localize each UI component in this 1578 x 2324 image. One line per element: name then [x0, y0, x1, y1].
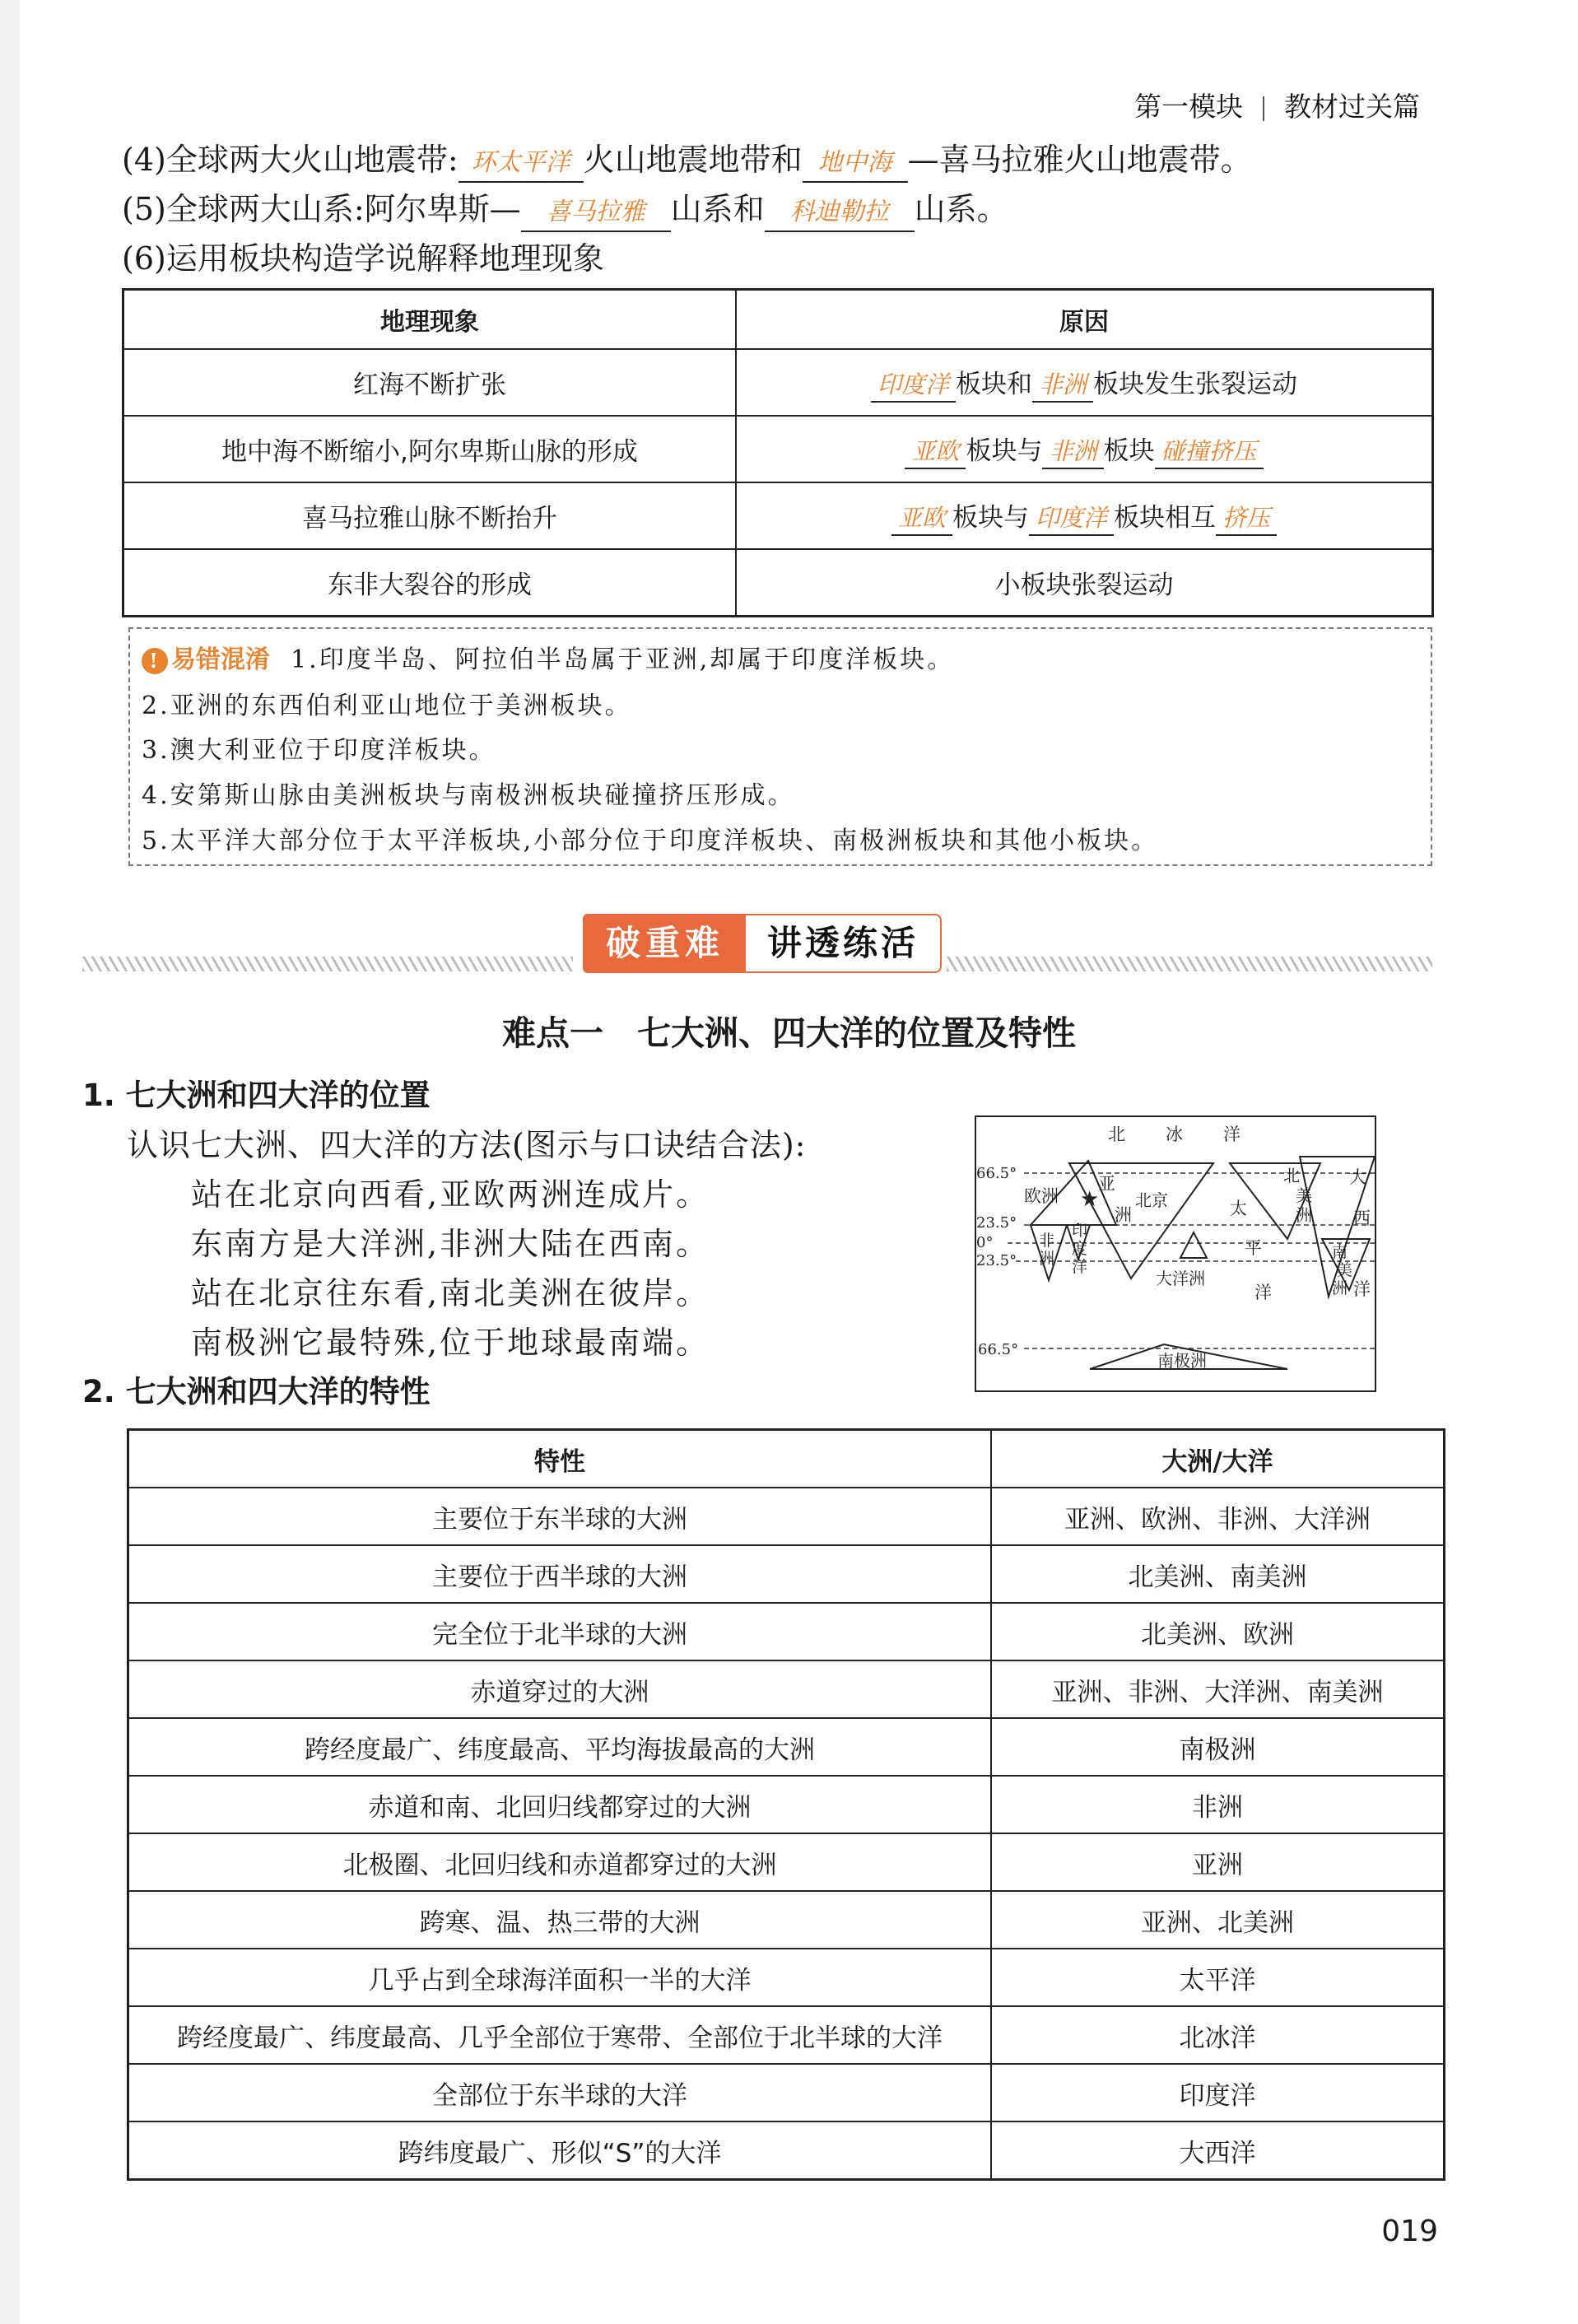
feature-cell: 完全位于北半球的大洲: [128, 1603, 992, 1660]
answer-cell: 亚洲、非洲、大洋洲、南美洲: [991, 1660, 1445, 1718]
reason-text: 板块发生张裂运动: [1093, 369, 1298, 399]
page-header: [1134, 86, 1420, 124]
feature-cell: 赤道穿过的大洲: [128, 1660, 992, 1718]
banner-hatch-right: [947, 957, 1432, 971]
note-line: 4.安第斯山脉由美洲板块与南极洲板块碰撞挤压形成。: [142, 781, 795, 810]
rhyme-line: 站在北京向西看,亚欧两洲连成片。: [191, 1176, 710, 1213]
map-label-south-america: 美: [1337, 1261, 1353, 1279]
map-label-africa: 非: [1039, 1232, 1055, 1250]
note-line: 5.太平洋大部分位于太平洋板块,小部分位于印度洋板块、南极洲板块和其他小板块。: [142, 827, 1159, 855]
table-header-row: [123, 290, 1433, 350]
map-label-south-america: 洲: [1332, 1279, 1348, 1297]
q5-suffix: 山系。: [914, 191, 1008, 227]
feature-cell: 主要位于东半球的大洲: [128, 1488, 992, 1545]
page-edge-shadow: [0, 0, 20, 2324]
table-row: [123, 549, 1433, 617]
reason-text: 板块与: [966, 435, 1043, 466]
table-row: [123, 416, 1433, 482]
answer-cell: 亚洲、北美洲: [991, 1891, 1445, 1949]
map-label-europe: 欧洲: [1024, 1186, 1059, 1206]
q4-prefix: (4)全球两大火山地震带:: [122, 142, 459, 178]
map-label-north-america: 北: [1283, 1166, 1300, 1185]
item-q6: (6)运用板块构造学说解释地理现象: [122, 240, 604, 277]
rhyme-line: 南极洲它最特殊,位于地球最南端。: [191, 1325, 710, 1361]
continents-oceans-table: [127, 1428, 1445, 2181]
table-row: [128, 1660, 1445, 1718]
q4-mid: 火山地震地带和: [583, 142, 803, 178]
rhyme-line: 站在北京往东看,南北美洲在彼岸。: [191, 1275, 710, 1311]
answer-cell: 大西洋: [991, 2121, 1445, 2180]
map-label-asia: 洲: [1115, 1205, 1132, 1225]
table-row: [128, 2064, 1445, 2121]
note-tag: 易错混淆: [171, 645, 270, 674]
reason-cell: [736, 416, 1433, 482]
answer-cell: 北冰洋: [991, 2006, 1445, 2064]
phenomenon-cell: 喜马拉雅山脉不断抬升: [123, 482, 737, 549]
answer-blank: 印度洋: [871, 368, 956, 403]
reason-cell: [736, 482, 1433, 549]
table-row: [128, 2006, 1445, 2064]
map-label-antarctica: 南极洲: [1157, 1351, 1207, 1371]
note-line: [142, 639, 954, 675]
warning-icon: !: [142, 648, 168, 674]
table-body: [128, 1488, 1445, 2180]
section1-intro: 认识七大洲、四大洋的方法(图示与口诀结合法):: [127, 1127, 807, 1163]
answer-blank: 非洲: [1032, 368, 1093, 403]
feature-cell: 几乎占到全球海洋面积一半的大洋: [128, 1949, 992, 2006]
q4-suffix: —喜马拉雅火山地震带。: [907, 142, 1252, 178]
banner-left: 破重难: [583, 914, 747, 973]
banner-hatch-left: [82, 957, 573, 971]
answer-cell: 亚洲、欧洲、非洲、大洋洲: [991, 1488, 1445, 1545]
latitude-label: 66.5°: [978, 1341, 1019, 1358]
feature-cell: 赤道和南、北回归线都穿过的大洲: [128, 1776, 992, 1833]
module-label: 第一模块: [1134, 91, 1243, 123]
feature-cell: 跨经度最广、纬度最高、平均海拔最高的大洲: [128, 1718, 992, 1776]
map-label: 北: [1108, 1125, 1125, 1144]
table-row: [123, 349, 1433, 416]
table-row: [128, 1603, 1445, 1660]
map-label-pacific: 太: [1230, 1199, 1247, 1218]
q5-answer-2: 科迪勒拉: [765, 194, 915, 232]
reason-text: 板块与: [952, 502, 1029, 533]
answer-cell: 印度洋: [991, 2064, 1445, 2121]
map-label-pacific: 洋: [1254, 1283, 1272, 1302]
answer-cell: 北美洲、欧洲: [991, 1603, 1445, 1660]
note-text: 1.印度半岛、阿拉伯半岛属于亚洲,却属于印度洋板块。: [291, 645, 955, 674]
header-phenomenon: 地理现象: [123, 290, 737, 350]
header-feature: 特性: [128, 1430, 992, 1488]
phenomenon-cell: 红海不断扩张: [123, 349, 737, 416]
feature-cell: 全部位于东半球的大洋: [128, 2064, 992, 2121]
plate-tectonics-table: [122, 288, 1434, 617]
section1-title: 1. 七大洲和四大洋的位置: [82, 1078, 431, 1113]
item-q4: [122, 138, 1252, 183]
reason-text: 板块: [1103, 435, 1155, 466]
table-row: [128, 1833, 1445, 1891]
answer-cell: 南极洲: [991, 1718, 1445, 1776]
phenomenon-cell: 地中海不断缩小,阿尔卑斯山脉的形成: [123, 416, 737, 482]
banner-right: 讲透练活: [744, 914, 942, 973]
latitude-label: 0°: [976, 1234, 994, 1251]
rhyme-line: 东南方是大洋洲,非洲大陆在西南。: [191, 1226, 710, 1262]
map-label-atlantic: 西: [1353, 1209, 1371, 1228]
note-line: 2.亚洲的东西伯利亚山地位于美洲板块。: [142, 692, 632, 720]
q4-answer-1: 环太平洋: [459, 145, 584, 183]
map-label-indian: 洋: [1072, 1258, 1088, 1276]
q5-answer-1: 喜马拉雅: [521, 194, 671, 232]
item-q5: [122, 188, 1008, 232]
table-row: [128, 1718, 1445, 1776]
answer-cell: 亚洲: [991, 1833, 1445, 1891]
answer-cell: 北美洲、南美洲: [991, 1545, 1445, 1603]
map-frame: [975, 1116, 1376, 1391]
table-header-row: [128, 1430, 1445, 1488]
map-label: 冰: [1166, 1125, 1183, 1144]
map-label-africa: 洲: [1039, 1250, 1055, 1268]
answer-cell: 太平洋: [991, 1949, 1445, 2006]
feature-cell: 北极圈、北回归线和赤道都穿过的大洲: [128, 1833, 992, 1891]
reason-cell: 小板块张裂运动: [736, 549, 1433, 617]
map-label-south-america: 南: [1332, 1243, 1348, 1261]
map-label-north-america: 洲: [1296, 1205, 1312, 1225]
table-row: [128, 1776, 1445, 1833]
q5-mid: 山系和: [670, 191, 765, 227]
answer-blank: 亚欧: [891, 501, 952, 536]
phenomenon-cell: 东非大裂谷的形成: [123, 549, 737, 617]
difficulty-title: 难点一 七大洲、四大洋的位置及特性: [502, 1013, 1076, 1053]
table-row: [128, 1949, 1445, 2006]
answer-blank: 碰撞挤压: [1155, 435, 1264, 469]
feature-cell: 跨纬度最广、形似“S”的大洋: [128, 2121, 992, 2180]
table-row: [128, 1488, 1445, 1545]
common-mistakes-box: [128, 627, 1432, 866]
page-number: 019: [1381, 2215, 1438, 2248]
answer-cell: 非洲: [991, 1776, 1445, 1833]
answer-blank: 非洲: [1042, 435, 1103, 469]
latitude-label: 66.5°: [976, 1165, 1017, 1182]
q5-prefix: (5)全球两大山系:阿尔卑斯—: [122, 191, 521, 227]
note-line: 3.澳大利亚位于印度洋板块。: [142, 736, 496, 765]
section2-title: 2. 七大洲和四大洋的特性: [82, 1374, 431, 1409]
header-answer: 大洲/大洋: [991, 1430, 1445, 1488]
beijing-star: ★: [1080, 1187, 1100, 1212]
header-divider: [1263, 96, 1264, 121]
reason-cell: [736, 349, 1433, 416]
latitude-lines: [1008, 1173, 1375, 1348]
answer-blank: 亚欧: [905, 435, 966, 469]
map-label-asia: 亚: [1098, 1174, 1115, 1194]
table-row: [123, 482, 1433, 549]
map-label-pacific: 平: [1245, 1238, 1262, 1258]
map-label-north-america: 美: [1296, 1185, 1312, 1205]
reason-text: 板块和: [956, 369, 1032, 399]
q4-answer-2: 地中海: [803, 145, 908, 183]
answer-blank: 印度洋: [1029, 501, 1114, 536]
header-reason: 原因: [736, 290, 1433, 350]
table-row: [128, 1545, 1445, 1603]
map-label-indian: 度: [1072, 1240, 1088, 1258]
map-label-atlantic: 大: [1349, 1167, 1366, 1187]
feature-cell: 主要位于西半球的大洲: [128, 1545, 992, 1603]
latitude-label: 23.5°: [976, 1252, 1017, 1269]
section-label: 教材过关篇: [1284, 91, 1420, 123]
map-label: 洋: [1223, 1125, 1241, 1144]
table-row: [128, 1891, 1445, 1949]
answer-blank: 挤压: [1216, 501, 1277, 536]
reason-text: 板块相互: [1114, 502, 1216, 533]
map-label-beijing: 北京: [1135, 1190, 1168, 1210]
feature-cell: 跨寒、温、热三带的大洲: [128, 1891, 992, 1949]
map-label-indian: 印: [1072, 1222, 1088, 1240]
map-label-atlantic: 洋: [1353, 1279, 1371, 1299]
map-label-oceania: 大洋洲: [1156, 1269, 1205, 1288]
table-row: [128, 2121, 1445, 2180]
latitude-label: 23.5°: [976, 1214, 1017, 1232]
feature-cell: 跨经度最广、纬度最高、几乎全部位于寒带、全部位于北半球的大洋: [128, 2006, 992, 2064]
continents-sketch-map: [975, 1115, 1376, 1392]
